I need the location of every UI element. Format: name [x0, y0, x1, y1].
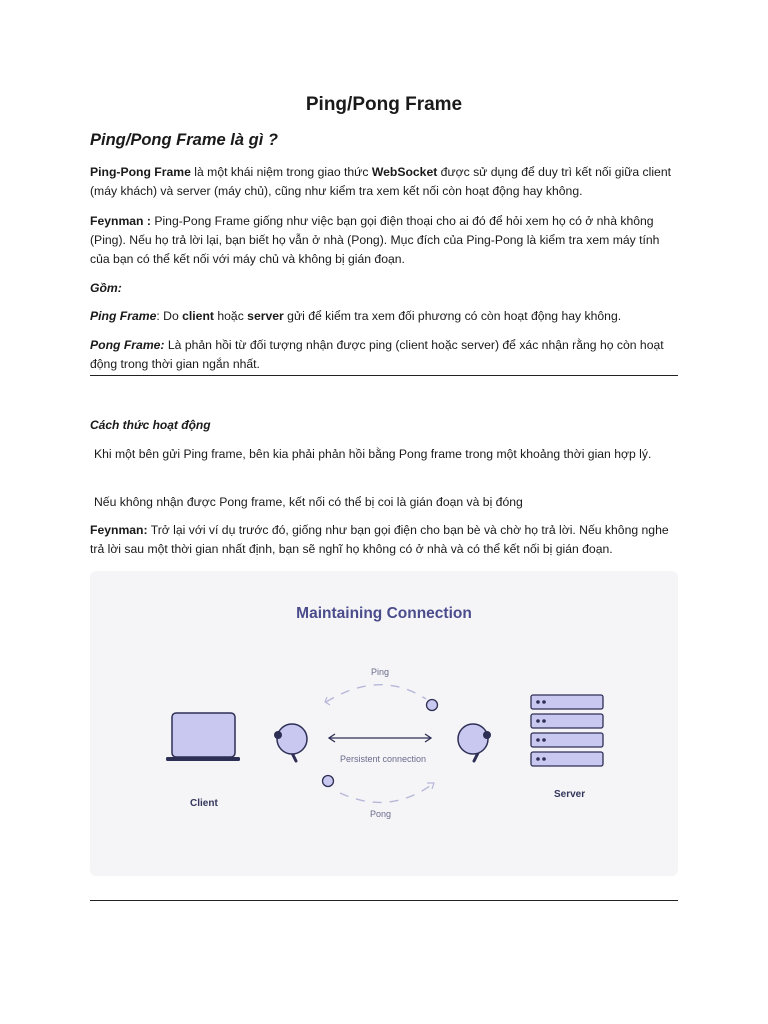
feynman-label-1: Feynman : — [90, 214, 151, 228]
ping-pong-paddle-right-icon — [458, 724, 491, 761]
ping-frame-client: client — [182, 309, 214, 323]
section-heading-how-it-works-line — [90, 416, 680, 435]
pong-frame-text: Là phản hồi từ đối tượng nhận được ping (client hoặc server) để xác nhận rằng họ còn hoạt động trong thời gian ngắn nhất. — [90, 338, 664, 371]
feynman-paragraph-1 — [90, 212, 680, 269]
feynman-text-2: Trở lại với ví dụ trước đó, giống như bạn gọi điện cho bạn bè và chờ họ trả lời. Nếu không nghe trả lời sau một thời gian nhất định, bạn sẽ nghĩ họ không có ở nhà và có thể kết nối bị gián đoạn. — [90, 523, 669, 556]
bullet-text-2: Nếu không nhận được Pong frame, kết nối có thể bị coi là gián đoạn và bị đóng — [94, 495, 523, 509]
server-label: Server — [554, 789, 586, 800]
ping-frame-text-c: gửi để kiểm tra xem đối phương có còn hoạt động hay không. — [283, 309, 622, 323]
intro-text-a: là một khái niệm trong giao thức — [190, 165, 372, 179]
pong-label: Pong — [370, 809, 392, 819]
pong-frame-paragraph — [90, 336, 680, 374]
horizontal-rule-2 — [90, 900, 678, 901]
ping-label: Ping — [371, 667, 390, 677]
ping-pong-paddle-left-icon — [274, 724, 307, 761]
bullet-text-1: Khi một bên gửi Ping frame, bên kia phải phản hồi bằng Pong frame trong một khoảng thời gian hợp lý. — [94, 447, 652, 461]
intro-text-b: được sử dụng để duy trì kết nối giữa client (máy khách) và server (máy chủ), cũng như kiểm tra xem kết nối còn hoạt động hay không. — [90, 165, 671, 198]
term-websocket: WebSocket — [371, 165, 438, 179]
diagram-title: Maintaining Connection — [296, 605, 472, 622]
ping-frame-server: server — [247, 309, 284, 323]
ping-arc-icon — [325, 685, 438, 711]
server-stack-icon — [531, 695, 603, 766]
feynman-paragraph-2 — [90, 521, 680, 559]
persistent-connection-label: Persistent connection — [340, 754, 427, 764]
feynman-label-2: Feynman: — [90, 523, 148, 537]
horizontal-rule-1 — [90, 375, 678, 376]
ping-frame-paragraph — [90, 307, 680, 326]
gom-label: Gồm: — [90, 281, 122, 295]
laptop-icon — [166, 713, 240, 761]
gom-paragraph — [90, 279, 680, 298]
ping-frame-text-a: : Do — [156, 309, 183, 323]
client-label: Client — [190, 798, 218, 809]
term-ping-pong-frame: Ping-Pong Frame — [90, 165, 191, 179]
maintaining-connection-figure — [90, 571, 678, 876]
pong-frame-label: Pong Frame: — [90, 338, 165, 352]
bullet-item-2 — [90, 493, 680, 513]
bullet-item-1 — [90, 445, 680, 465]
ping-frame-label: Ping Frame — [90, 309, 157, 323]
feynman-text-1: Ping-Pong Frame giống như việc bạn gọi điện thoại cho ai đó để hỏi xem họ có ở nhà không (Ping). Nếu họ trả lời lại, bạn biết họ vẫn ở nhà (Pong). Mục đích của Ping-Pong là kiểm tra xem máy tính của bạn có thể kết nối với máy chủ và không bị gián đoạn. — [90, 214, 660, 266]
persistent-connection-arrow-icon — [329, 734, 431, 742]
intro-paragraph — [90, 163, 680, 201]
ping-frame-text-b: hoặc — [213, 309, 248, 323]
page-title: Ping/Pong Frame — [305, 94, 463, 115]
pong-arc-icon — [323, 776, 435, 803]
section-heading-what-is: Ping/Pong Frame là gì ? — [90, 131, 278, 149]
section-heading-how-it-works: Cách thức hoạt động — [90, 418, 211, 432]
